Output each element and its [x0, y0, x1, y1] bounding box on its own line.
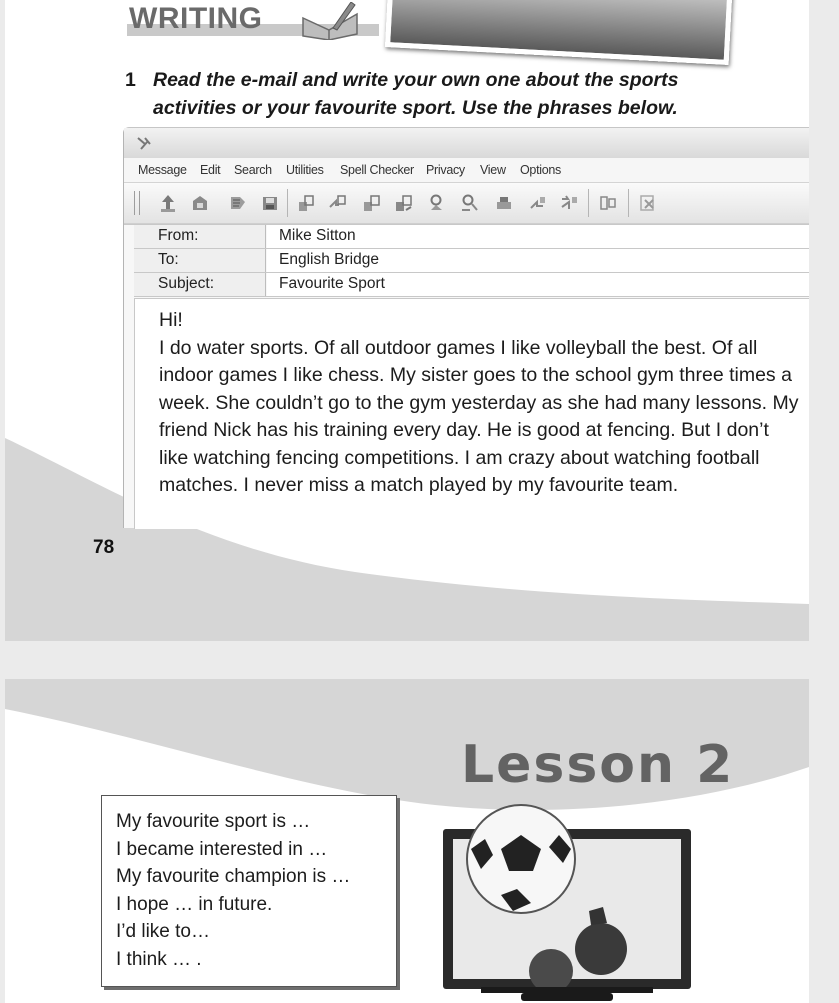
email-body[interactable] — [134, 298, 809, 529]
reply-all-icon[interactable] — [394, 193, 414, 213]
subject-field[interactable]: Favourite Sport — [267, 273, 809, 296]
phrase-item: I became interested in … — [116, 838, 328, 860]
menu-edit[interactable]: Edit — [200, 163, 221, 177]
find-icon[interactable] — [428, 193, 448, 213]
phrase-item: My favourite champion is … — [116, 866, 351, 887]
properties-icon[interactable] — [598, 193, 618, 213]
task-text: Read the e-mail and write your own one about the sports activities or your favourite sport. Use the phrases below. — [153, 69, 679, 119]
window-titlebar — [124, 128, 809, 158]
print-icon[interactable] — [494, 193, 514, 213]
reply-icon[interactable] — [362, 193, 382, 213]
phrase-item: I think … . — [116, 948, 202, 970]
from-row — [134, 225, 809, 249]
subject-label: Subject: — [134, 273, 266, 296]
to-label: To: — [134, 249, 266, 272]
toolbar-grip[interactable] — [134, 191, 140, 215]
phrase-item: I hope … in future. — [116, 893, 273, 915]
menu-spell-checker[interactable]: Spell Checker — [340, 163, 414, 177]
receive-icon[interactable] — [528, 193, 548, 213]
delete-icon[interactable] — [638, 193, 658, 213]
phrase-item: I’d like to… — [116, 921, 210, 942]
menu-view[interactable]: View — [480, 163, 506, 177]
email-headers — [124, 224, 809, 297]
app-logo-icon — [136, 135, 152, 151]
copy-icon[interactable] — [296, 193, 316, 213]
menu-privacy[interactable]: Privacy — [426, 163, 465, 177]
phrase-list — [116, 808, 350, 973]
phrase-item: My favourite sport is … — [116, 811, 311, 832]
subject-row — [134, 273, 809, 297]
menu-search[interactable]: Search — [234, 163, 272, 177]
writing-heading-text: WRITING — [129, 2, 263, 35]
sports-photo — [385, 0, 733, 65]
toolbar — [124, 183, 809, 224]
email-text — [159, 307, 799, 500]
page-number: 78 — [93, 537, 115, 558]
send-receive-icon[interactable] — [560, 193, 580, 213]
menu-utilities[interactable]: Utilities — [286, 163, 324, 177]
email-greeting: Hi! — [159, 309, 183, 331]
email-message: I do water sports. Of all outdoor games I like volleyball the best. Of all indoor games I like chess. My sister goes to the school gym three times a week. She couldn’t go to the gym yesterday as she had many lessons. My friend Nick has his training every day. He is good at fencing. But I don’t like watching fencing competitions. I am crazy about watching football matches. I never miss a match played by my favourite team. — [159, 336, 799, 496]
task-number: 1 — [125, 69, 136, 91]
lesson-page — [5, 679, 809, 1003]
attach-icon[interactable] — [190, 193, 210, 213]
section-heading — [127, 0, 379, 36]
address-book-icon[interactable] — [228, 193, 248, 213]
to-field[interactable]: English Bridge — [267, 249, 809, 272]
page-78 — [5, 0, 809, 641]
forward-icon[interactable] — [328, 193, 348, 213]
book-pencil-icon — [299, 2, 361, 40]
tv-football-image — [441, 799, 711, 1003]
lesson-title: Lesson 2 — [461, 735, 735, 795]
from-label: From: — [134, 225, 266, 248]
menu-options[interactable]: Options — [520, 163, 561, 177]
menu-bar — [124, 158, 809, 183]
phrases-box — [101, 795, 397, 987]
email-window — [123, 127, 809, 528]
menu-message[interactable]: Message — [138, 163, 187, 177]
find-next-icon[interactable] — [460, 193, 480, 213]
to-row — [134, 249, 809, 273]
save-icon[interactable] — [260, 193, 280, 213]
send-icon[interactable] — [158, 193, 178, 213]
from-field[interactable]: Mike Sitton — [267, 225, 809, 248]
